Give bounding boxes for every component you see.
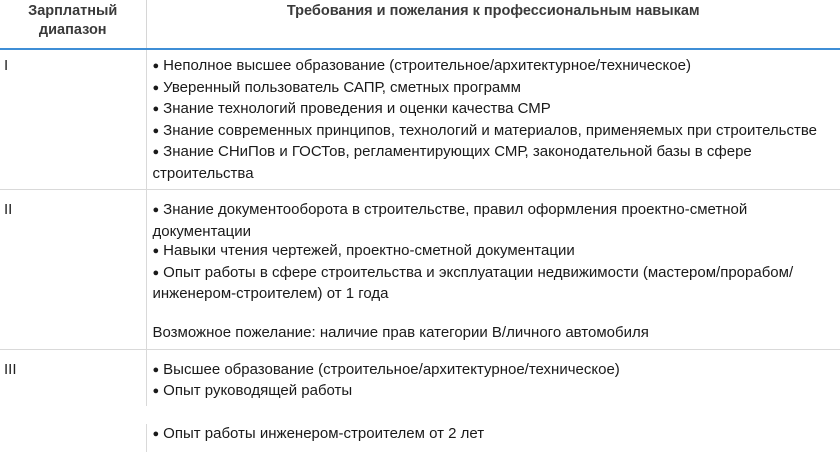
requirements-cell <box>146 49 840 190</box>
salary-range-cell: III <box>0 349 146 452</box>
table-row <box>0 190 840 350</box>
header-salary-range: Зарплатный диапазон <box>0 0 146 49</box>
requirement-item: ● Опыт работы инженером-строителем от 2 лет <box>153 424 840 446</box>
requirement-item: ● Уверенный пользователь САПР, сметных программ <box>153 78 840 100</box>
requirement-item: ● Знание СНиПов и ГОСТов, регламентирующих СМР, законодательной базы в сфере строительства <box>153 142 840 183</box>
table-row <box>0 49 840 190</box>
requirement-item: ● Высшее образование (строительное/архитектурное/техническое) <box>153 360 840 382</box>
requirement-item: ● Неполное высшее образование (строительное/архитектурное/техническое) <box>153 56 840 78</box>
requirement-note: Возможное пожелание: наличие прав категории B/личного автомобиля <box>153 323 840 343</box>
table-header-row <box>0 0 840 49</box>
requirements-cell <box>146 349 840 452</box>
salary-range-cell: I <box>0 49 146 190</box>
table-row <box>0 349 840 452</box>
requirement-item: ● Навыки чтения чертежей, проектно-сметной документации <box>153 241 840 263</box>
paragraph-spacer <box>153 304 840 324</box>
header-requirements: Требования и пожелания к профессиональным навыкам <box>146 0 840 49</box>
requirement-item: ● Опыт руководящей работы <box>153 381 840 403</box>
screenshot-crop-edge <box>0 406 840 424</box>
requirement-item: ● Знание документооборота в строительстве, правил оформления проектно-сметной документации <box>153 200 840 241</box>
salary-range-cell: II <box>0 190 146 350</box>
requirement-item: ● Знание современных принципов, технологий и материалов, применяемых при строительстве <box>153 121 840 143</box>
requirement-item: ● Знание технологий проведения и оценки качества СМР <box>153 99 840 121</box>
requirements-cell <box>146 190 840 350</box>
requirement-item: ● Опыт работы в сфере строительства и эксплуатации недвижимости (мастером/прорабом/ инженером-строителем) от 1 года <box>153 263 840 304</box>
